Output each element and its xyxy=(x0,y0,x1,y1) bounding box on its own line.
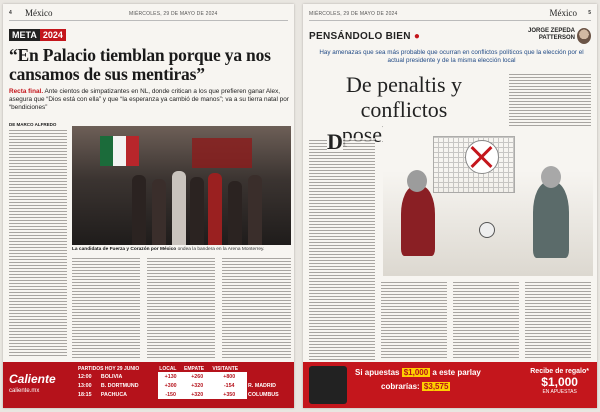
article-body-column xyxy=(222,256,291,358)
person-figure xyxy=(208,173,222,245)
person-figure xyxy=(248,175,262,245)
promo-sub: EN APUESTAS xyxy=(542,389,577,395)
odds-away: -154 xyxy=(211,381,247,390)
article-deck xyxy=(9,88,291,112)
odds-draw: +320 xyxy=(183,390,211,399)
ad-logo: Caliente xyxy=(9,372,56,386)
article-body-column xyxy=(453,280,519,360)
byline: DE MARCO ALFREDO xyxy=(9,122,57,127)
caption-bold: La candidata de Fuerza y Corazón por México xyxy=(72,247,177,252)
dropcap: D xyxy=(327,129,343,154)
section-kicker xyxy=(9,28,66,42)
phone-icon xyxy=(309,366,347,404)
article-body-column xyxy=(525,280,591,360)
col-visitante: VISITANTE xyxy=(212,366,239,372)
kicker-meta: META xyxy=(9,29,40,41)
article-body-column xyxy=(72,256,140,358)
promo-block xyxy=(530,368,589,395)
odds-home: +130 xyxy=(158,372,183,381)
odds-home: -150 xyxy=(158,390,183,399)
page-date: MIÉRCOLES, 29 DE MAYO DE 2024 xyxy=(309,11,398,17)
article-body-column xyxy=(381,280,447,360)
section-name: México xyxy=(25,8,53,18)
odds-away: +800 xyxy=(211,372,247,381)
ad-site: caliente.mx xyxy=(9,388,40,394)
odds-away: +350 xyxy=(211,390,247,399)
deck-label: Recta final. xyxy=(9,88,44,95)
promo-title: Recibe de regalo* xyxy=(530,368,589,375)
photo-caption xyxy=(72,247,291,253)
column-headline: De penaltis y conflictos xyxy=(345,72,463,122)
col-local: LOCAL xyxy=(159,366,177,372)
column-title: PENSÁNDOLO BIEN xyxy=(309,31,411,42)
helmet-icon xyxy=(541,166,561,188)
match-time: 18:15 xyxy=(78,391,92,398)
odds-draw: +260 xyxy=(183,372,211,381)
ad-line-1 xyxy=(355,368,481,377)
ad-text: a este parlay xyxy=(432,368,481,377)
red-knight-figure xyxy=(401,186,435,256)
mexico-flag-icon xyxy=(100,136,140,166)
article-body-column xyxy=(147,256,215,358)
ad-amount: $1,000 xyxy=(403,368,429,377)
away-team: R. MADRID xyxy=(248,382,277,389)
page-number: 5 xyxy=(588,10,591,16)
home-team: PACHUCA xyxy=(100,391,127,398)
match-time: 13:00 xyxy=(78,382,92,389)
ad-text: Si apuestas xyxy=(355,368,400,377)
page-date: MIÉRCOLES, 29 DE MAYO DE 2024 xyxy=(129,11,218,17)
parlay-ad[interactable] xyxy=(303,362,597,408)
helmet-icon xyxy=(407,170,427,192)
running-header-right xyxy=(309,8,591,21)
home-team: BOLIVIA xyxy=(100,373,123,380)
kicker-year: 2024 xyxy=(40,29,66,41)
penalty-illustration xyxy=(383,126,593,276)
away-team: COLUMBUS xyxy=(248,391,279,398)
person-figure xyxy=(172,171,186,245)
home-team: B. DORTMUND xyxy=(100,382,139,389)
person-figure xyxy=(132,175,146,245)
grey-knight-figure xyxy=(533,182,569,258)
article-body-column xyxy=(309,138,375,370)
promo-amount: $1,000 xyxy=(541,375,578,389)
person-figure xyxy=(228,181,242,245)
stage-banner xyxy=(192,138,252,168)
away-team xyxy=(247,372,289,381)
author-avatar xyxy=(577,28,591,44)
left-page xyxy=(3,4,294,408)
column-name xyxy=(309,31,420,42)
odds-draw: +320 xyxy=(183,381,211,390)
column-deck: Hay amenazas que sea más probable que ocurran en conflictos políticos que la elección por el actual presidente y de la misma elección local xyxy=(319,49,584,64)
table-row xyxy=(77,372,289,381)
author-name xyxy=(528,28,575,42)
right-page xyxy=(303,4,597,408)
article-body-column xyxy=(9,128,67,358)
deck-text: Ante cientos de simpatizantes en NL, donde critican a los que prefieren ganar Alex, asegura que “Dios está con ella” y que “la esperanza ya cambió de manos”; va a su tierra natal por “bendiciones” xyxy=(9,88,289,111)
soccer-ball-icon xyxy=(479,222,495,238)
person-figure xyxy=(152,179,166,245)
author-last: PATTERSON xyxy=(538,35,575,41)
running-header-left xyxy=(9,8,288,21)
table-row xyxy=(77,390,289,399)
odds-table xyxy=(77,366,289,399)
odds-home: +300 xyxy=(158,381,183,390)
person-figure xyxy=(190,177,204,245)
odds-title: PARTIDOS HOY 29 JUNIO xyxy=(78,366,140,372)
caliente-ad[interactable] xyxy=(3,362,294,408)
article-body-column xyxy=(509,72,591,126)
match-time: 12:00 xyxy=(78,373,92,380)
ad-line-2 xyxy=(381,382,450,391)
ad-payout: $3,575 xyxy=(423,382,449,391)
red-dot-icon: ● xyxy=(410,31,421,42)
page-number: 4 xyxy=(9,10,12,16)
ad-brand xyxy=(9,372,73,394)
caption-text: ondea la bandera en la Arena Monterrey. xyxy=(177,247,265,252)
table-row xyxy=(77,381,289,390)
rally-photo xyxy=(72,126,291,245)
main-headline: “En Palacio tiemblan porque ya nos cansamos de sus mentiras” xyxy=(9,45,271,84)
author-first: JORGE ZEPEDA xyxy=(527,28,575,34)
ballot-x-icon xyxy=(465,140,499,174)
col-empate: EMPATE xyxy=(183,366,205,372)
ad-text: cobrarías: xyxy=(381,382,420,391)
section-name: México xyxy=(549,8,577,18)
